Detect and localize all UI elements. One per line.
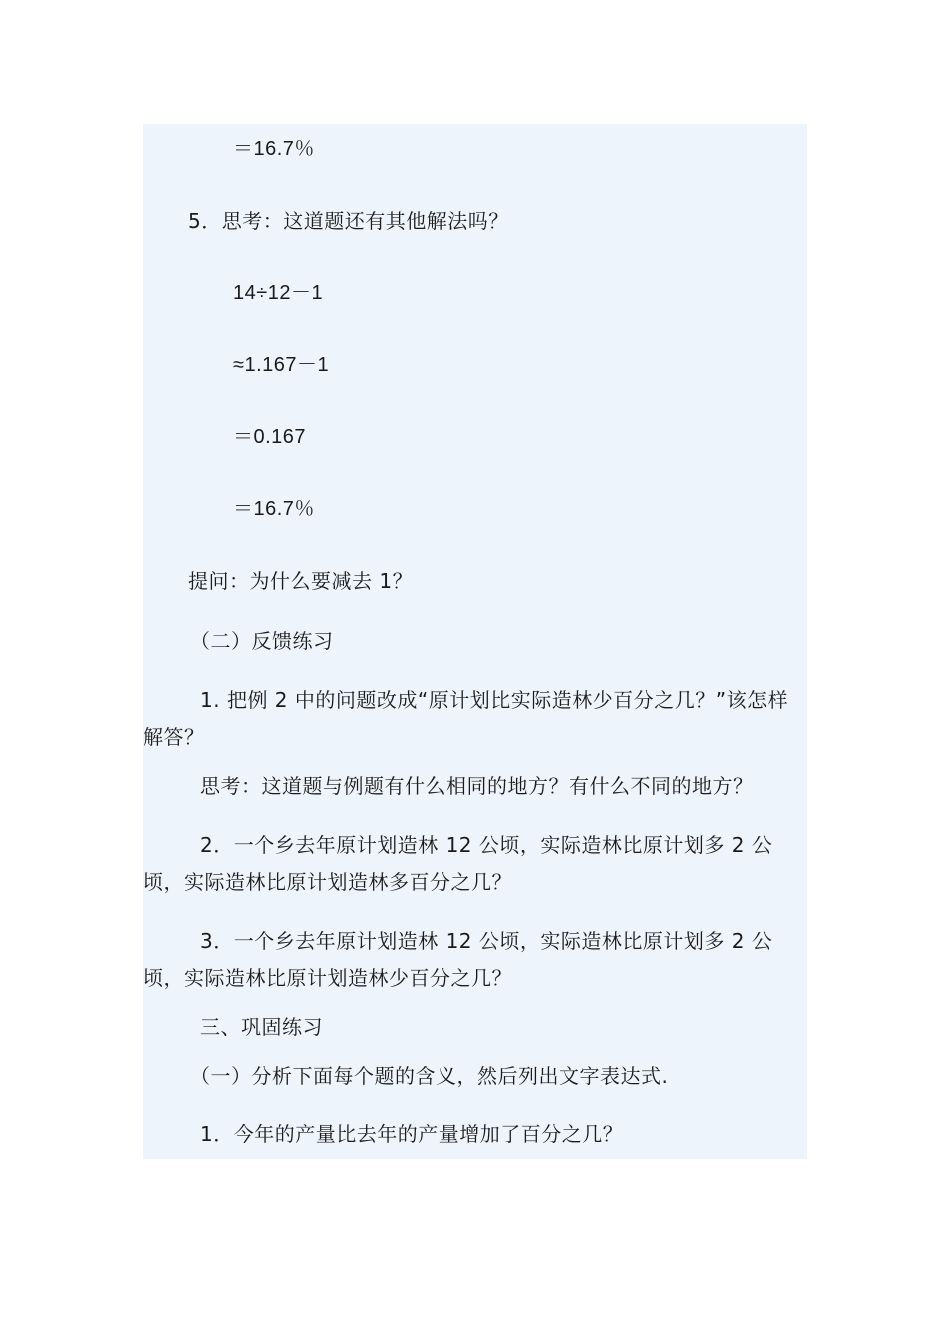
step-5-question: 5．思考：这道题还有其他解法吗？	[188, 209, 509, 233]
exercise-2: 2．一个乡去年原计划造林 12 公顷，实际造林比原计划多 2 公顷，实际造林比原计划造林多百分之几？	[143, 833, 773, 894]
exercise-1: 1. 把例 2 中的问题改成“原计划比实际造林少百分之几？”该怎样解答？	[143, 688, 789, 749]
section-heading-consolidation: 三、巩固练习	[200, 1015, 323, 1039]
equation-line-1: 14÷12－1	[233, 282, 324, 304]
analysis-item-1: 1．今年的产量比去年的产量增加了百分之几？	[200, 1122, 624, 1146]
equation-line-2: ≈1.167－1	[233, 354, 330, 376]
subsection-analysis: （一）分析下面每个题的含义，然后列出文字表达式.	[190, 1064, 669, 1088]
exercise-3: 3．一个乡去年原计划造林 12 公顷，实际造林比原计划多 2 公顷，实际造林比原计划造林少百分之几？	[143, 929, 773, 990]
equation-line-4: ＝16.7％	[233, 498, 315, 520]
exercise-1-thinking: 思考：这道题与例题有什么相同的地方？有什么不同的地方？	[200, 774, 754, 798]
question-prompt: 提问：为什么要减去 1？	[188, 569, 414, 593]
equation-line-3: ＝0.167	[233, 426, 307, 448]
section-heading-feedback: （二）反馈练习	[190, 629, 334, 653]
equation-line-result: ＝16.7％	[233, 138, 315, 160]
